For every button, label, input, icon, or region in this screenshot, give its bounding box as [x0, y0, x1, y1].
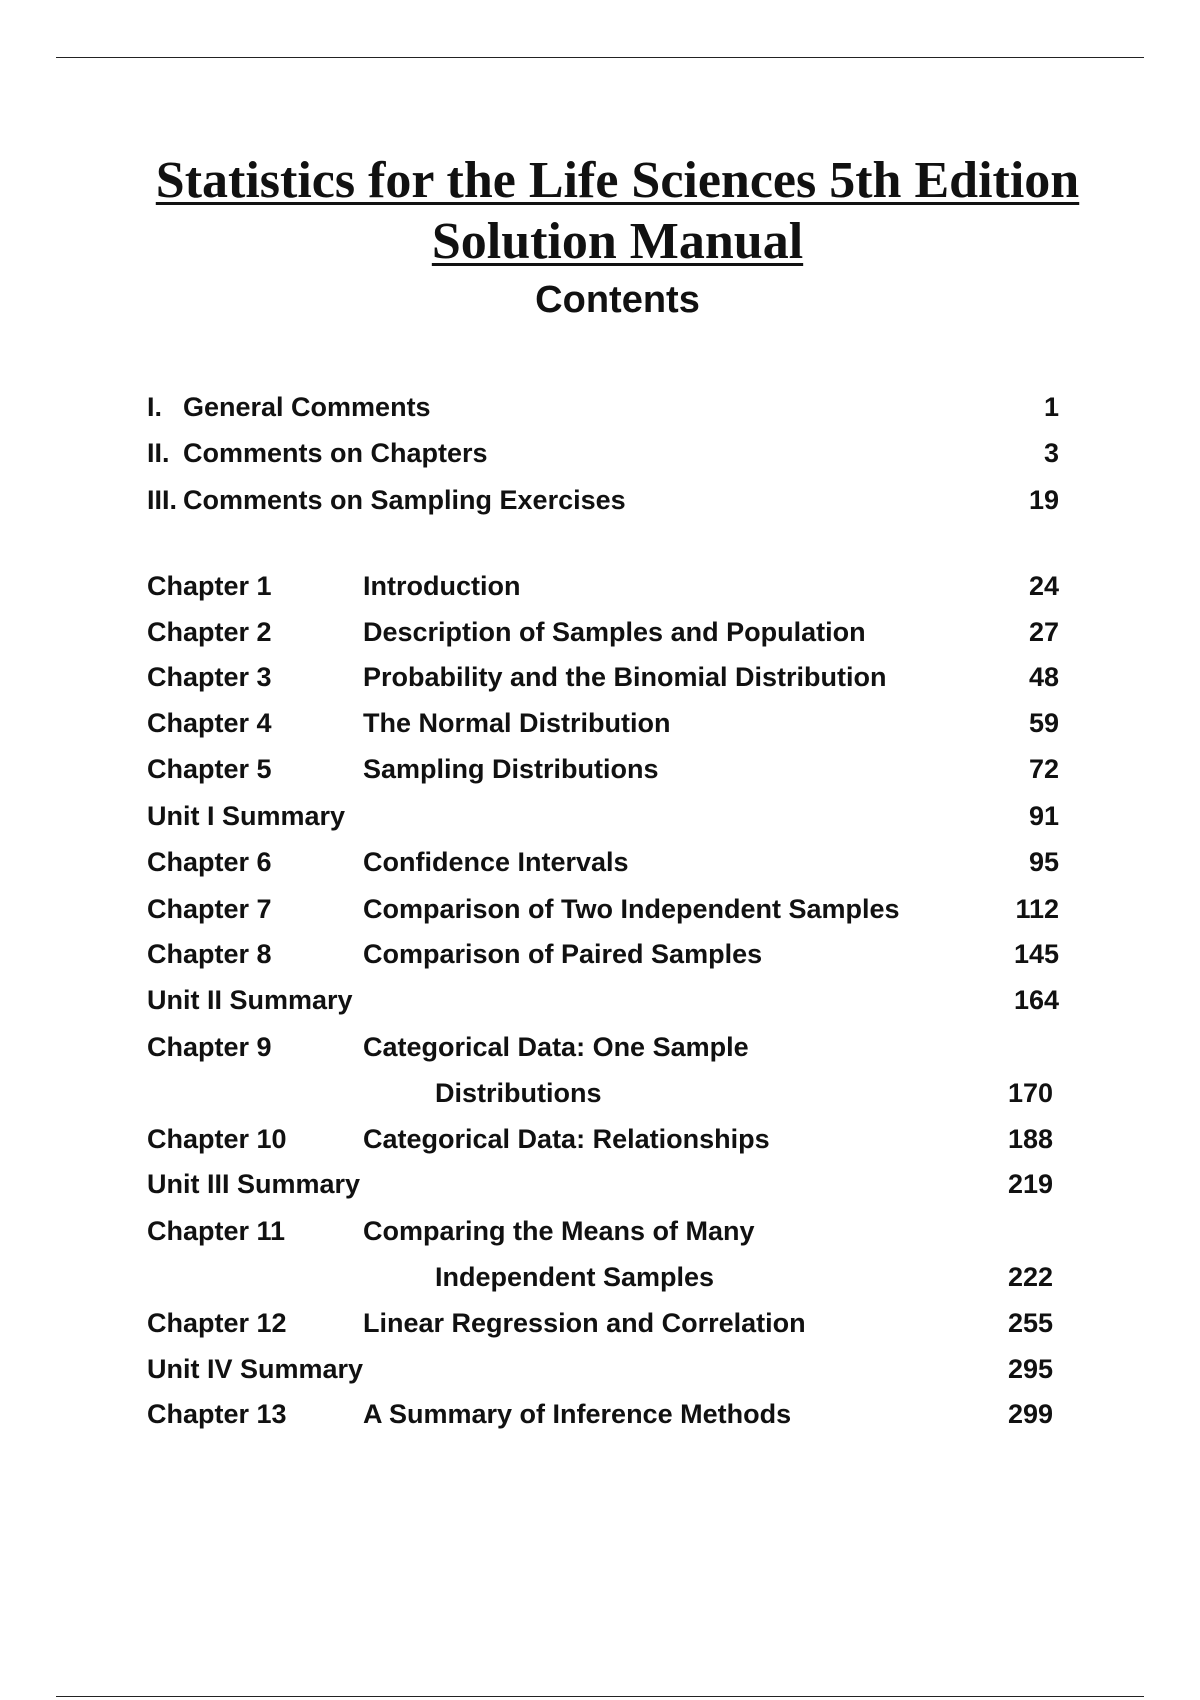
toc-section-number: II.	[147, 438, 170, 468]
toc-chapter-7[interactable]	[147, 892, 1059, 926]
toc-page-number: 170	[1007, 1078, 1053, 1108]
toc-section-number: III.	[147, 485, 178, 515]
contents-heading: Contents	[535, 279, 700, 321]
toc-page-number: 72	[1028, 754, 1059, 784]
toc-chapter-title: The Normal Distribution	[363, 708, 671, 738]
toc-chapter-12[interactable]	[147, 1306, 1059, 1340]
toc-page-number: 19	[1028, 485, 1059, 515]
toc-section-number: I.	[147, 392, 163, 422]
toc-section-comments-on-sampling[interactable]	[147, 483, 1059, 517]
toc-page-number: 188	[1007, 1124, 1053, 1154]
toc-page-number: 24	[1028, 571, 1059, 601]
toc-chapter-title: Comparison of Two Independent Samples	[363, 894, 900, 924]
toc-section-general-comments[interactable]	[147, 390, 1059, 424]
toc-chapter-8[interactable]	[147, 937, 1059, 971]
toc-chapter-5[interactable]	[147, 752, 1059, 786]
toc-unit-4-summary[interactable]	[147, 1352, 1059, 1386]
toc-chapter-number: Chapter 2	[147, 617, 272, 647]
toc-page-number: 59	[1028, 708, 1059, 738]
toc-unit-3-summary[interactable]	[147, 1167, 1059, 1201]
toc-unit-title: Unit II Summary	[147, 985, 353, 1015]
toc-chapter-title: Probability and the Binomial Distribution	[363, 662, 887, 692]
toc-chapter-number: Chapter 12	[147, 1308, 287, 1338]
toc-chapter-title: A Summary of Inference Methods	[363, 1399, 792, 1429]
toc-chapter-title: Description of Samples and Population	[363, 617, 866, 647]
toc-chapter-title-continuation: Distributions	[435, 1078, 602, 1108]
toc-section-title: Comments on Chapters	[183, 438, 488, 468]
toc-chapter-title: Linear Regression and Correlation	[363, 1308, 806, 1338]
toc-chapter-11-continuation[interactable]	[147, 1260, 1059, 1294]
toc-chapter-number: Chapter 4	[147, 708, 272, 738]
toc-chapter-title: Sampling Distributions	[363, 754, 659, 784]
toc-chapter-title: Comparing the Means of Many	[363, 1216, 755, 1246]
toc-chapter-title: Introduction	[363, 571, 521, 601]
toc-page-number: 95	[1028, 847, 1059, 877]
toc-chapter-title: Categorical Data: Relationships	[363, 1124, 770, 1154]
toc-page-number: 222	[1007, 1262, 1053, 1292]
toc-page-number: 295	[1007, 1354, 1053, 1384]
toc-chapter-1[interactable]	[147, 569, 1059, 603]
toc-section-comments-on-chapters[interactable]	[147, 436, 1059, 470]
document-title-line-2: Solution Manual	[431, 213, 804, 270]
toc-chapter-3[interactable]	[147, 660, 1059, 694]
toc-chapter-10[interactable]	[147, 1122, 1059, 1156]
toc-page-number: 145	[1013, 939, 1059, 969]
toc-chapter-number: Chapter 9	[147, 1032, 272, 1062]
toc-chapter-number: Chapter 13	[147, 1399, 287, 1429]
toc-section-title: General Comments	[183, 392, 431, 422]
toc-chapter-number: Chapter 11	[147, 1216, 286, 1246]
toc-page-number: 1	[1043, 392, 1059, 422]
toc-page-number: 164	[1013, 985, 1059, 1015]
toc-page-number: 48	[1028, 662, 1059, 692]
toc-chapter-number: Chapter 8	[147, 939, 272, 969]
toc-chapter-6[interactable]	[147, 845, 1059, 879]
toc-chapter-number: Chapter 10	[147, 1124, 287, 1154]
toc-page-number: 3	[1043, 438, 1059, 468]
toc-page-number: 299	[1007, 1399, 1053, 1429]
document-title-line-1: Statistics for the Life Sciences 5th Edition	[155, 152, 1080, 209]
toc-chapter-9-continuation[interactable]	[147, 1076, 1059, 1110]
toc-unit-1-summary[interactable]	[147, 799, 1059, 833]
toc-chapter-number: Chapter 6	[147, 847, 272, 877]
toc-page-number: 255	[1007, 1308, 1053, 1338]
toc-chapter-2[interactable]	[147, 615, 1059, 649]
toc-chapter-number: Chapter 7	[147, 894, 272, 924]
toc-section-title: Comments on Sampling Exercises	[183, 485, 626, 515]
toc-unit-title: Unit IV Summary	[147, 1354, 364, 1384]
toc-chapter-title-continuation: Independent Samples	[435, 1262, 715, 1292]
toc-chapter-title: Categorical Data: One Sample	[363, 1032, 749, 1062]
toc-chapter-13[interactable]	[147, 1397, 1059, 1431]
toc-page-number: 27	[1028, 617, 1059, 647]
toc-chapter-title: Confidence Intervals	[363, 847, 629, 877]
toc-chapter-number: Chapter 3	[147, 662, 272, 692]
toc-unit-title: Unit I Summary	[147, 801, 346, 831]
toc-chapter-4[interactable]	[147, 706, 1059, 740]
toc-chapter-9[interactable]	[147, 1030, 1059, 1064]
toc-page-number: 112	[1015, 894, 1059, 924]
toc-chapter-11[interactable]	[147, 1214, 1059, 1248]
toc-page-number: 219	[1007, 1169, 1053, 1199]
toc-chapter-number: Chapter 5	[147, 754, 272, 784]
bottom-rule	[56, 1696, 1144, 1697]
toc-page-number: 91	[1028, 801, 1059, 831]
toc-unit-title: Unit III Summary	[147, 1169, 361, 1199]
toc-chapter-title: Comparison of Paired Samples	[363, 939, 763, 969]
toc-chapter-number: Chapter 1	[147, 571, 272, 601]
toc-unit-2-summary[interactable]	[147, 983, 1059, 1017]
